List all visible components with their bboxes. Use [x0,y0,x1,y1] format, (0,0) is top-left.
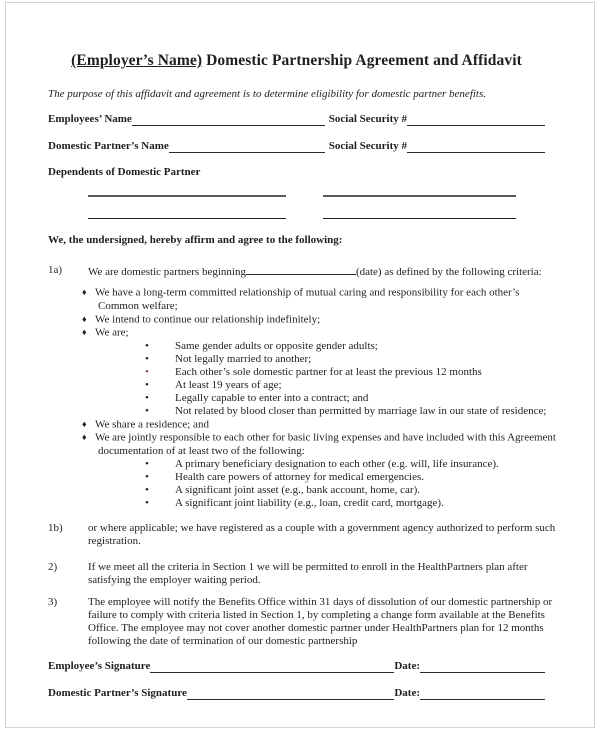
list-item [48,418,545,432]
criterion-indefinitely: We intend to continue our relationship indefinitely; [95,313,321,325]
list-item [48,392,545,405]
employer-name-placeholder: (Employer’s Name) [71,52,203,69]
list-item [48,405,545,418]
section-3-line2: failure to comply with criteria listed in Section 1, by completing a change form available at the Benefits [88,608,545,621]
dependents-label: Dependents of Domestic Partner [48,166,201,178]
partnership-date-field[interactable] [246,264,356,275]
list-item [48,431,556,445]
employee-signature-label: Employee’s Signature [48,659,151,672]
section-3 [48,595,553,648]
diamond-bullet-icon: ♦ [82,287,87,297]
partner-signature-row [48,687,545,700]
list-item [48,286,545,300]
partner-ssn-field[interactable] [407,141,545,153]
section-1a-before-blank: We are domestic partners beginning [88,266,246,278]
partner-ssn-label: Social Security # [328,140,407,152]
section-2-number: 2) [48,560,58,573]
partner-signature-label: Domestic Partner’s Signature [48,686,187,699]
section-2-line1: If we meet all the criteria in Section 1 we will be permitted to enroll in the HealthPartners plan after [88,560,528,573]
subcriterion-not-married: Not legally married to another; [175,352,312,365]
diamond-bullet-icon: ♦ [82,327,87,337]
dot-bullet-icon: • [145,470,149,483]
dependents-line-row-2 [88,218,545,219]
diamond-bullet-icon: ♦ [82,313,87,324]
dependents-line-row-1 [88,195,545,197]
partner-name-row [48,140,545,153]
section-2-text [88,561,545,587]
list-item-continuation: Common welfare; [98,299,178,312]
section-3-line3: Office. The employee may not cover another domestic partner under HealthPartners plan for 12 months [88,621,544,634]
list-item [48,497,545,510]
employee-name-row [48,113,545,126]
title-rest: Domestic Partnership Agreement and Affidavit [202,52,522,69]
list-item [48,340,545,353]
employee-signature-field[interactable] [150,661,394,673]
section-1b-line2: registration. [88,534,141,547]
list-item [48,458,545,471]
list-item [48,313,545,327]
section-1a-number: 1a) [48,264,63,276]
dot-bullet-icon: • [145,404,149,417]
subcriterion-gender: Same gender adults or opposite gender adults; [175,339,378,352]
section-1b-number: 1b) [48,521,63,534]
partner-signature-field[interactable] [187,688,394,700]
dot-bullet-icon: • [145,352,149,365]
section-3-line1: The employee will notify the Benefits Office within 31 days of dissolution of our domestic partnership or [88,595,553,608]
dependent-field-3[interactable] [88,218,286,219]
criteria-list [48,286,556,510]
dot-bullet-icon: • [145,457,149,470]
purpose-statement: The purpose of this affidavit and agreement is to determine eligibility for domestic partner benefits. [48,88,487,100]
dot-bullet-icon: • [145,339,149,352]
section-1a-after-blank: (date) as defined by the following criteria: [355,266,542,278]
diamond-bullet-icon: ♦ [82,418,87,429]
partner-name-label: Domestic Partner’s Name [48,140,169,152]
employee-ssn-label: Social Security # [328,113,407,125]
dot-bullet-icon: • [145,483,149,496]
subcriterion-blood-relation: Not related by blood closer than permitted by marriage law in our state of residence; [175,404,547,417]
list-item [48,353,545,366]
list-item [48,484,545,497]
dot-bullet-icon: • [145,391,149,404]
section-1b-line1: or where applicable; we have registered as a couple with a government agency authorized to perform such [88,521,556,534]
doc-joint-asset: A significant joint asset (e.g., bank account, home, car). [175,483,420,496]
dot-bullet-icon: • [145,365,149,378]
section-3-number: 3) [48,595,58,608]
section-2 [48,561,545,587]
subcriterion-sole-partner: Each other’s sole domestic partner for at least the previous 12 months [175,365,482,378]
dependent-field-1[interactable] [88,195,286,197]
employee-ssn-field[interactable] [407,114,545,126]
dot-bullet-icon: • [145,378,149,391]
section-1b-text [88,522,555,548]
list-item [48,366,545,379]
section-3-text [88,596,552,648]
document-title [48,52,545,70]
doc-health-care: Health care powers of attorney for medical emergencies. [175,470,425,483]
spacer [286,195,323,197]
diamond-bullet-icon: ♦ [82,432,87,442]
employee-signature-row [48,660,545,673]
dependent-field-4[interactable] [323,218,516,219]
employee-name-field[interactable] [132,114,325,126]
doc-joint-liability: A significant joint liability (e.g., loan, credit card, mortgage). [175,496,444,509]
section-1a [48,264,545,279]
employee-name-label: Employees’ Name [48,113,132,125]
list-item [48,379,545,392]
criterion-residence: We share a residence; and [95,418,209,430]
section-1b [48,521,556,548]
subcriterion-age: At least 19 years of age; [175,378,282,391]
partner-date-field[interactable] [420,688,545,700]
date-label: Date: [394,686,420,699]
affirmation-statement: We, the undersigned, hereby affirm and agree to the following: [48,234,343,246]
dependent-field-2[interactable] [323,195,516,197]
criterion-we-are: We are; [95,326,129,339]
dot-bullet-icon: • [145,496,149,509]
doc-beneficiary: A primary beneficiary designation to each other (e.g. will, life insurance). [175,457,499,470]
section-3-line4: following the date of termination of our domestic partnership [88,634,358,647]
list-item-continuation: documentation of at least two of the following: [98,444,305,457]
subcriterion-contract: Legally capable to enter into a contract; and [175,391,369,404]
criterion-jointly-responsible: We are jointly responsible to each other for basic living expenses and have included with this Agreement [95,431,556,444]
partner-name-field[interactable] [169,141,325,153]
section-2-line2: satisfying the employer waiting period. [88,573,261,586]
employee-date-field[interactable] [420,661,545,673]
list-item [48,326,545,340]
criterion-long-term: We have a long-term committed relationship of mutual caring and responsibility for each other’s [95,286,520,299]
date-label: Date: [394,659,420,672]
spacer [286,218,323,219]
list-item [48,471,545,484]
section-1a-text [88,264,545,279]
